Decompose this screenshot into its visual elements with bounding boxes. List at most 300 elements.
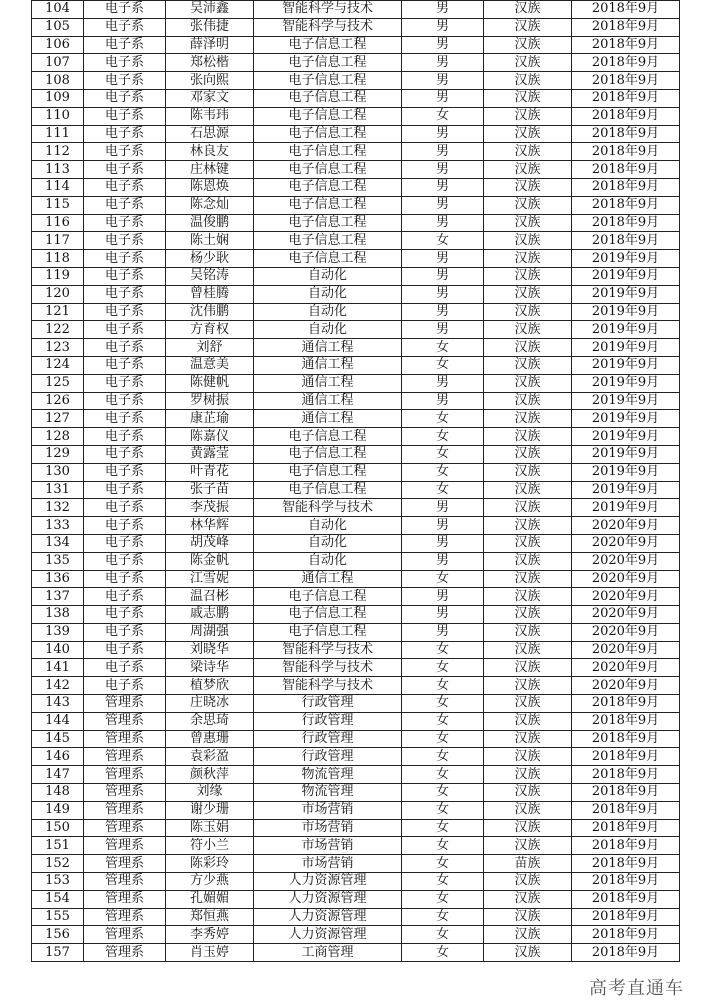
major-cell: 自动化 [254,534,402,552]
row-number-cell: 142 [32,677,84,695]
major-cell: 自动化 [254,552,402,570]
department-cell: 电子系 [84,588,166,606]
gender-cell: 男 [402,250,484,268]
gender-cell: 女 [402,641,484,659]
enrollment-date-cell: 2018年9月 [572,855,680,873]
gender-cell: 女 [402,784,484,802]
row-number-cell: 115 [32,196,84,214]
ethnicity-cell: 汉族 [484,588,572,606]
gender-cell: 女 [402,428,484,446]
ethnicity-cell: 汉族 [484,178,572,196]
enrollment-date-cell: 2019年9月 [572,374,680,392]
department-cell: 管理系 [84,926,166,944]
student-name-cell: 温俊鹏 [166,214,254,232]
major-cell: 电子信息工程 [254,178,402,196]
enrollment-date-cell: 2018年9月 [572,873,680,891]
ethnicity-cell: 汉族 [484,143,572,161]
row-number-cell: 114 [32,178,84,196]
table-row [32,445,680,463]
gender-cell: 男 [402,606,484,624]
student-name-cell: 曾桂腾 [166,285,254,303]
gender-cell: 女 [402,695,484,713]
major-cell: 自动化 [254,303,402,321]
row-number-cell: 128 [32,428,84,446]
ethnicity-cell: 汉族 [484,819,572,837]
enrollment-date-cell: 2019年9月 [572,250,680,268]
major-cell: 智能科学与技术 [254,499,402,517]
major-cell: 行政管理 [254,695,402,713]
major-cell: 物流管理 [254,766,402,784]
department-cell: 电子系 [84,303,166,321]
ethnicity-cell: 汉族 [484,445,572,463]
table-row [32,339,680,357]
student-name-cell: 温意美 [166,356,254,374]
table-row [32,356,680,374]
student-name-cell: 方育权 [166,321,254,339]
enrollment-date-cell: 2020年9月 [572,570,680,588]
department-cell: 电子系 [84,54,166,72]
department-cell: 电子系 [84,178,166,196]
major-cell: 电子信息工程 [254,107,402,125]
enrollment-date-cell: 2020年9月 [572,534,680,552]
ethnicity-cell: 汉族 [484,659,572,677]
gender-cell: 男 [402,392,484,410]
table-row [32,855,680,873]
gender-cell: 女 [402,890,484,908]
row-number-cell: 135 [32,552,84,570]
student-name-cell: 邓家文 [166,89,254,107]
enrollment-date-cell: 2018年9月 [572,944,680,962]
enrollment-date-cell: 2020年9月 [572,623,680,641]
gender-cell: 男 [402,285,484,303]
department-cell: 电子系 [84,481,166,499]
row-number-cell: 155 [32,908,84,926]
table-row [32,1,680,19]
gender-cell: 女 [402,107,484,125]
enrollment-date-cell: 2018年9月 [572,766,680,784]
department-cell: 电子系 [84,339,166,357]
table-row [32,944,680,962]
student-name-cell: 叶青花 [166,463,254,481]
ethnicity-cell: 汉族 [484,801,572,819]
department-cell: 管理系 [84,766,166,784]
ethnicity-cell: 汉族 [484,837,572,855]
major-cell: 电子信息工程 [254,428,402,446]
department-cell: 管理系 [84,890,166,908]
row-number-cell: 113 [32,161,84,179]
gender-cell: 男 [402,161,484,179]
student-name-cell: 张子苗 [166,481,254,499]
student-name-cell: 陈健帆 [166,374,254,392]
table-row [32,695,680,713]
row-number-cell: 116 [32,214,84,232]
enrollment-date-cell: 2018年9月 [572,214,680,232]
ethnicity-cell: 汉族 [484,908,572,926]
department-cell: 管理系 [84,944,166,962]
table-row [32,873,680,891]
ethnicity-cell: 汉族 [484,410,572,428]
table-row [32,428,680,446]
row-number-cell: 139 [32,623,84,641]
department-cell: 电子系 [84,623,166,641]
department-cell: 电子系 [84,107,166,125]
department-cell: 电子系 [84,374,166,392]
gender-cell: 男 [402,36,484,54]
student-name-cell: 刘舒 [166,339,254,357]
student-name-cell: 胡茂峰 [166,534,254,552]
major-cell: 通信工程 [254,339,402,357]
row-number-cell: 157 [32,944,84,962]
row-number-cell: 134 [32,534,84,552]
enrollment-date-cell: 2018年9月 [572,837,680,855]
major-cell: 通信工程 [254,570,402,588]
student-name-cell: 陈韦玮 [166,107,254,125]
enrollment-date-cell: 2018年9月 [572,1,680,19]
department-cell: 电子系 [84,161,166,179]
enrollment-date-cell: 2020年9月 [572,588,680,606]
table-row [32,926,680,944]
student-name-cell: 陈念灿 [166,196,254,214]
department-cell: 电子系 [84,1,166,19]
ethnicity-cell: 汉族 [484,784,572,802]
department-cell: 电子系 [84,72,166,90]
ethnicity-cell: 苗族 [484,855,572,873]
table-row [32,641,680,659]
row-number-cell: 153 [32,873,84,891]
enrollment-date-cell: 2018年9月 [572,89,680,107]
department-cell: 电子系 [84,606,166,624]
ethnicity-cell: 汉族 [484,214,572,232]
gender-cell: 男 [402,499,484,517]
table-row [32,196,680,214]
major-cell: 人力资源管理 [254,890,402,908]
student-name-cell: 沈伟鹏 [166,303,254,321]
student-name-cell: 陈嘉仪 [166,428,254,446]
department-cell: 电子系 [84,125,166,143]
gender-cell: 女 [402,232,484,250]
student-name-cell: 郑恒燕 [166,908,254,926]
ethnicity-cell: 汉族 [484,695,572,713]
department-cell: 电子系 [84,392,166,410]
roster-body [32,1,680,962]
ethnicity-cell: 汉族 [484,606,572,624]
department-cell: 电子系 [84,250,166,268]
major-cell: 智能科学与技术 [254,18,402,36]
major-cell: 自动化 [254,267,402,285]
table-row [32,54,680,72]
row-number-cell: 124 [32,356,84,374]
enrollment-date-cell: 2020年9月 [572,606,680,624]
department-cell: 管理系 [84,748,166,766]
enrollment-date-cell: 2018年9月 [572,72,680,90]
row-number-cell: 125 [32,374,84,392]
student-roster-table [31,0,680,962]
row-number-cell: 107 [32,54,84,72]
row-number-cell: 129 [32,445,84,463]
gender-cell: 女 [402,730,484,748]
student-name-cell: 张向熙 [166,72,254,90]
table-row [32,178,680,196]
department-cell: 电子系 [84,214,166,232]
major-cell: 行政管理 [254,712,402,730]
row-number-cell: 137 [32,588,84,606]
enrollment-date-cell: 2019年9月 [572,356,680,374]
row-number-cell: 154 [32,890,84,908]
table-row [32,499,680,517]
table-row [32,89,680,107]
major-cell: 电子信息工程 [254,232,402,250]
gender-cell: 女 [402,356,484,374]
major-cell: 电子信息工程 [254,125,402,143]
row-number-cell: 136 [32,570,84,588]
enrollment-date-cell: 2018年9月 [572,748,680,766]
student-name-cell: 李秀婷 [166,926,254,944]
gender-cell: 男 [402,196,484,214]
department-cell: 电子系 [84,499,166,517]
enrollment-date-cell: 2020年9月 [572,659,680,677]
table-row [32,463,680,481]
ethnicity-cell: 汉族 [484,285,572,303]
ethnicity-cell: 汉族 [484,196,572,214]
enrollment-date-cell: 2018年9月 [572,890,680,908]
table-row [32,766,680,784]
ethnicity-cell: 汉族 [484,250,572,268]
major-cell: 通信工程 [254,392,402,410]
student-name-cell: 颜秋萍 [166,766,254,784]
department-cell: 管理系 [84,837,166,855]
enrollment-date-cell: 2018年9月 [572,801,680,819]
student-name-cell: 吴沛鑫 [166,1,254,19]
student-roster-sheet [31,0,679,962]
major-cell: 人力资源管理 [254,908,402,926]
student-name-cell: 林华辉 [166,517,254,535]
row-number-cell: 149 [32,801,84,819]
enrollment-date-cell: 2018年9月 [572,819,680,837]
row-number-cell: 141 [32,659,84,677]
department-cell: 管理系 [84,855,166,873]
row-number-cell: 117 [32,232,84,250]
enrollment-date-cell: 2019年9月 [572,339,680,357]
ethnicity-cell: 汉族 [484,677,572,695]
gender-cell: 男 [402,517,484,535]
row-number-cell: 140 [32,641,84,659]
gender-cell: 男 [402,72,484,90]
major-cell: 电子信息工程 [254,196,402,214]
row-number-cell: 131 [32,481,84,499]
department-cell: 电子系 [84,677,166,695]
student-name-cell: 康芷瑜 [166,410,254,428]
table-row [32,534,680,552]
enrollment-date-cell: 2019年9月 [572,445,680,463]
enrollment-date-cell: 2018年9月 [572,143,680,161]
enrollment-date-cell: 2019年9月 [572,499,680,517]
table-row [32,392,680,410]
row-number-cell: 143 [32,695,84,713]
table-row [32,321,680,339]
enrollment-date-cell: 2019年9月 [572,481,680,499]
ethnicity-cell: 汉族 [484,926,572,944]
enrollment-date-cell: 2019年9月 [572,285,680,303]
major-cell: 行政管理 [254,748,402,766]
table-row [32,161,680,179]
gender-cell: 男 [402,18,484,36]
major-cell: 智能科学与技术 [254,677,402,695]
major-cell: 人力资源管理 [254,926,402,944]
major-cell: 电子信息工程 [254,445,402,463]
ethnicity-cell: 汉族 [484,499,572,517]
ethnicity-cell: 汉族 [484,944,572,962]
table-row [32,143,680,161]
gender-cell: 男 [402,552,484,570]
ethnicity-cell: 汉族 [484,392,572,410]
student-name-cell: 杨少耿 [166,250,254,268]
department-cell: 管理系 [84,730,166,748]
gender-cell: 男 [402,178,484,196]
major-cell: 通信工程 [254,374,402,392]
gender-cell: 女 [402,926,484,944]
ethnicity-cell: 汉族 [484,107,572,125]
row-number-cell: 120 [32,285,84,303]
row-number-cell: 109 [32,89,84,107]
row-number-cell: 150 [32,819,84,837]
row-number-cell: 106 [32,36,84,54]
gender-cell: 女 [402,748,484,766]
gender-cell: 女 [402,819,484,837]
student-name-cell: 林良友 [166,143,254,161]
gender-cell: 女 [402,837,484,855]
ethnicity-cell: 汉族 [484,125,572,143]
row-number-cell: 151 [32,837,84,855]
row-number-cell: 152 [32,855,84,873]
major-cell: 电子信息工程 [254,214,402,232]
student-name-cell: 吴铭涛 [166,267,254,285]
table-row [32,481,680,499]
row-number-cell: 130 [32,463,84,481]
ethnicity-cell: 汉族 [484,766,572,784]
row-number-cell: 108 [32,72,84,90]
row-number-cell: 132 [32,499,84,517]
enrollment-date-cell: 2018年9月 [572,125,680,143]
table-row [32,659,680,677]
table-row [32,72,680,90]
department-cell: 管理系 [84,695,166,713]
enrollment-date-cell: 2019年9月 [572,267,680,285]
student-name-cell: 陈彩玲 [166,855,254,873]
student-name-cell: 庄林键 [166,161,254,179]
gender-cell: 女 [402,873,484,891]
row-number-cell: 126 [32,392,84,410]
department-cell: 电子系 [84,267,166,285]
row-number-cell: 119 [32,267,84,285]
department-cell: 管理系 [84,873,166,891]
enrollment-date-cell: 2019年9月 [572,463,680,481]
major-cell: 电子信息工程 [254,36,402,54]
row-number-cell: 144 [32,712,84,730]
major-cell: 电子信息工程 [254,588,402,606]
department-cell: 电子系 [84,285,166,303]
student-name-cell: 刘缘 [166,784,254,802]
row-number-cell: 104 [32,1,84,19]
gender-cell: 男 [402,143,484,161]
department-cell: 电子系 [84,18,166,36]
department-cell: 电子系 [84,356,166,374]
ethnicity-cell: 汉族 [484,267,572,285]
department-cell: 管理系 [84,712,166,730]
table-row [32,623,680,641]
ethnicity-cell: 汉族 [484,161,572,179]
table-row [32,517,680,535]
row-number-cell: 111 [32,125,84,143]
student-name-cell: 刘晓华 [166,641,254,659]
department-cell: 电子系 [84,552,166,570]
gender-cell: 男 [402,374,484,392]
ethnicity-cell: 汉族 [484,748,572,766]
student-name-cell: 梁诗华 [166,659,254,677]
table-row [32,606,680,624]
table-row [32,908,680,926]
student-name-cell: 戚志鹏 [166,606,254,624]
table-row [32,677,680,695]
student-name-cell: 方少燕 [166,873,254,891]
gender-cell: 男 [402,534,484,552]
enrollment-date-cell: 2018年9月 [572,695,680,713]
major-cell: 电子信息工程 [254,606,402,624]
department-cell: 管理系 [84,801,166,819]
ethnicity-cell: 汉族 [484,890,572,908]
row-number-cell: 146 [32,748,84,766]
ethnicity-cell: 汉族 [484,730,572,748]
ethnicity-cell: 汉族 [484,232,572,250]
gender-cell: 女 [402,677,484,695]
watermark: 高考直通车 [586,974,687,1000]
department-cell: 电子系 [84,517,166,535]
gender-cell: 男 [402,303,484,321]
major-cell: 通信工程 [254,410,402,428]
ethnicity-cell: 汉族 [484,570,572,588]
gender-cell: 女 [402,339,484,357]
ethnicity-cell: 汉族 [484,303,572,321]
department-cell: 电子系 [84,570,166,588]
enrollment-date-cell: 2020年9月 [572,677,680,695]
table-row [32,730,680,748]
enrollment-date-cell: 2018年9月 [572,178,680,196]
student-name-cell: 周湖强 [166,623,254,641]
ethnicity-cell: 汉族 [484,36,572,54]
student-name-cell: 符小兰 [166,837,254,855]
gender-cell: 女 [402,944,484,962]
student-name-cell: 曾惠珊 [166,730,254,748]
table-row [32,36,680,54]
enrollment-date-cell: 2018年9月 [572,232,680,250]
department-cell: 电子系 [84,143,166,161]
student-name-cell: 孔媚媚 [166,890,254,908]
gender-cell: 女 [402,445,484,463]
major-cell: 通信工程 [254,356,402,374]
row-number-cell: 133 [32,517,84,535]
major-cell: 市场营销 [254,801,402,819]
table-row [32,819,680,837]
student-name-cell: 郑松楷 [166,54,254,72]
enrollment-date-cell: 2018年9月 [572,730,680,748]
student-name-cell: 植梦欣 [166,677,254,695]
table-row [32,250,680,268]
department-cell: 电子系 [84,89,166,107]
student-name-cell: 李茂振 [166,499,254,517]
gender-cell: 男 [402,623,484,641]
gender-cell: 男 [402,1,484,19]
major-cell: 自动化 [254,321,402,339]
table-row [32,837,680,855]
